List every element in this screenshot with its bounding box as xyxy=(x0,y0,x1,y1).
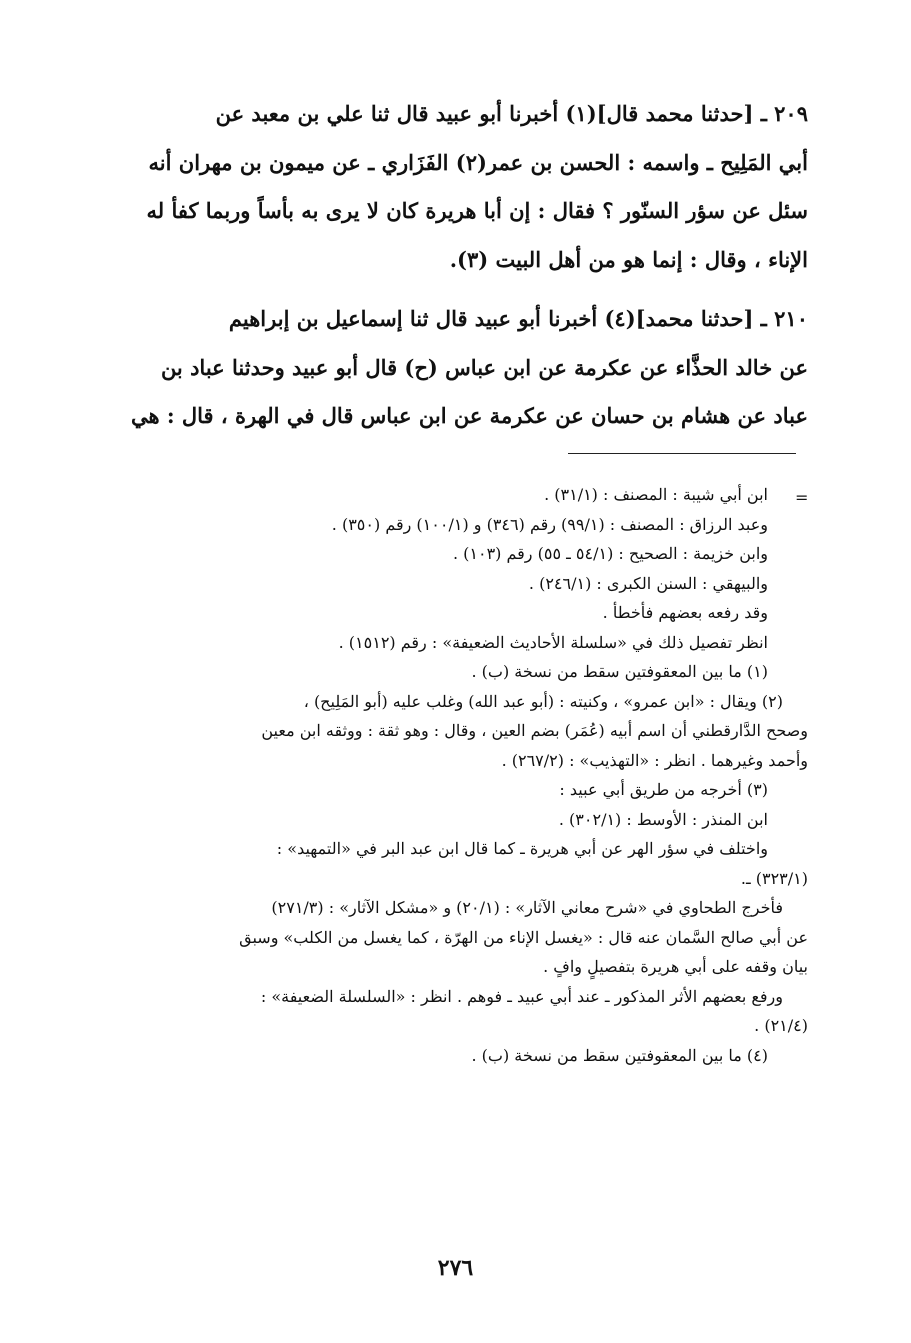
paragraph-210 xyxy=(88,295,808,441)
footnote-line: عن أبي صالح السَّمان عنه قال : «يغسل الإناء من الهرّة ، كما يغسل من الكلب» وسبق xyxy=(239,927,808,947)
text-line: سئل عن سؤر السنّور ؟ فقال : إن أبا هريرة كان لا يرى به بأساً وربما كفأ له xyxy=(146,198,808,223)
footnote-line: انظر تفصيل ذلك في «سلسلة الأحاديث الضعيفة» : رقم (١٥١٢) . xyxy=(338,632,768,652)
footnote-line: واختلف في سؤر الهر عن أبي هريرة ـ كما قال ابن عبد البر في «التمهيد» : xyxy=(276,839,768,858)
text-line: الإناء ، وقال : إنما هو من أهل البيت (٣). xyxy=(449,246,808,272)
continuation-mark: = xyxy=(795,488,809,507)
page-number: ٢٧٦ xyxy=(437,1255,474,1281)
footnote-line: فأخرج الطحاوي في «شرح معاني الآثار» : (٢٠/١) و «مشكل الآثار» : (٢٧١/٣) xyxy=(271,898,783,917)
footnote-line: ابن أبي شيبة : المصنف : (٣١/١) . xyxy=(544,485,768,504)
paragraph-209 xyxy=(88,90,808,284)
footnote-line: (١) ما بين المعقوفتين سقط من نسخة (ب) . xyxy=(471,662,768,681)
footnote-line: بيان وقفه على أبي هريرة بتفصيلٍ وافٍ . xyxy=(543,957,808,976)
footnote-line: وقد رفعه بعضهم فأخطأ . xyxy=(602,603,768,622)
footnote-separator xyxy=(568,453,796,454)
footnote-line: والبيهقي : السنن الكبرى : (٢٤٦/١) . xyxy=(528,573,768,593)
footnote-line: ورفع بعضهم الأثر المذكور ـ عند أبي عبيد ـ فوهم . انظر : «السلسلة الضعيفة» : xyxy=(260,986,783,1006)
footnote-line: وأحمد وغيرهما . انظر : «التهذيب» : (٢٦٧/٢) . xyxy=(501,750,808,770)
text-line: عباد عن هشام بن حسان عن عكرمة عن ابن عباس قال في الهرة ، قال : هي xyxy=(130,403,808,428)
text-line: ٢٠٩ ـ [حدثنا محمد قال](١) أخبرنا أبو عبيد قال ثنا علي بن معبد عن xyxy=(215,101,808,126)
footnote-line: وعبد الرزاق : المصنف : (٩٩/١) رقم (٣٤٦) و (١٠٠/١) رقم (٣٥٠) . xyxy=(331,514,768,534)
footnote-line: وابن خزيمة : الصحيح : (٥٤/١ ـ ٥٥) رقم (١٠٣) . xyxy=(452,544,768,563)
footnote-line: وصحح الدَّارقطني أن اسم أبيه (عُمَر) بضم العين ، وقال : وهو ثقة : ووثقه ابن معين xyxy=(261,721,808,740)
footnote-line: (٣٢٣/١) ـ. xyxy=(740,868,808,888)
footnote-line: ابن المنذر : الأوسط : (٣٠٢/١) . xyxy=(558,809,768,829)
footnote-line: (٢١/٤) . xyxy=(754,1016,808,1035)
text-line: أبي المَلِيح ـ واسمه : الحسن بن عمر(٢) الفَزَاري ـ عن ميمون بن مهران أنه xyxy=(148,149,808,175)
footnote-line: (٤) ما بين المعقوفتين سقط من نسخة (ب) . xyxy=(471,1045,768,1065)
footnote-line: (٢) ويقال : «ابن عمرو» ، وكنيته : (أبو عبد الله) وغلب عليه (أبو المَلِيح) ، xyxy=(303,691,783,711)
text-line: عن خالد الحذَّاء عن عكرمة عن ابن عباس (ح) قال أبو عبيد وحدثنا عباد بن xyxy=(160,354,808,380)
text-line: ٢١٠ ـ [حدثنا محمد](٤) أخبرنا أبو عبيد قال ثنا إسماعيل بن إبراهيم xyxy=(228,306,808,331)
footnotes xyxy=(88,480,808,1070)
main-text xyxy=(88,90,808,441)
footnote-line: (٣) أخرجه من طريق أبي عبيد : xyxy=(559,780,768,799)
